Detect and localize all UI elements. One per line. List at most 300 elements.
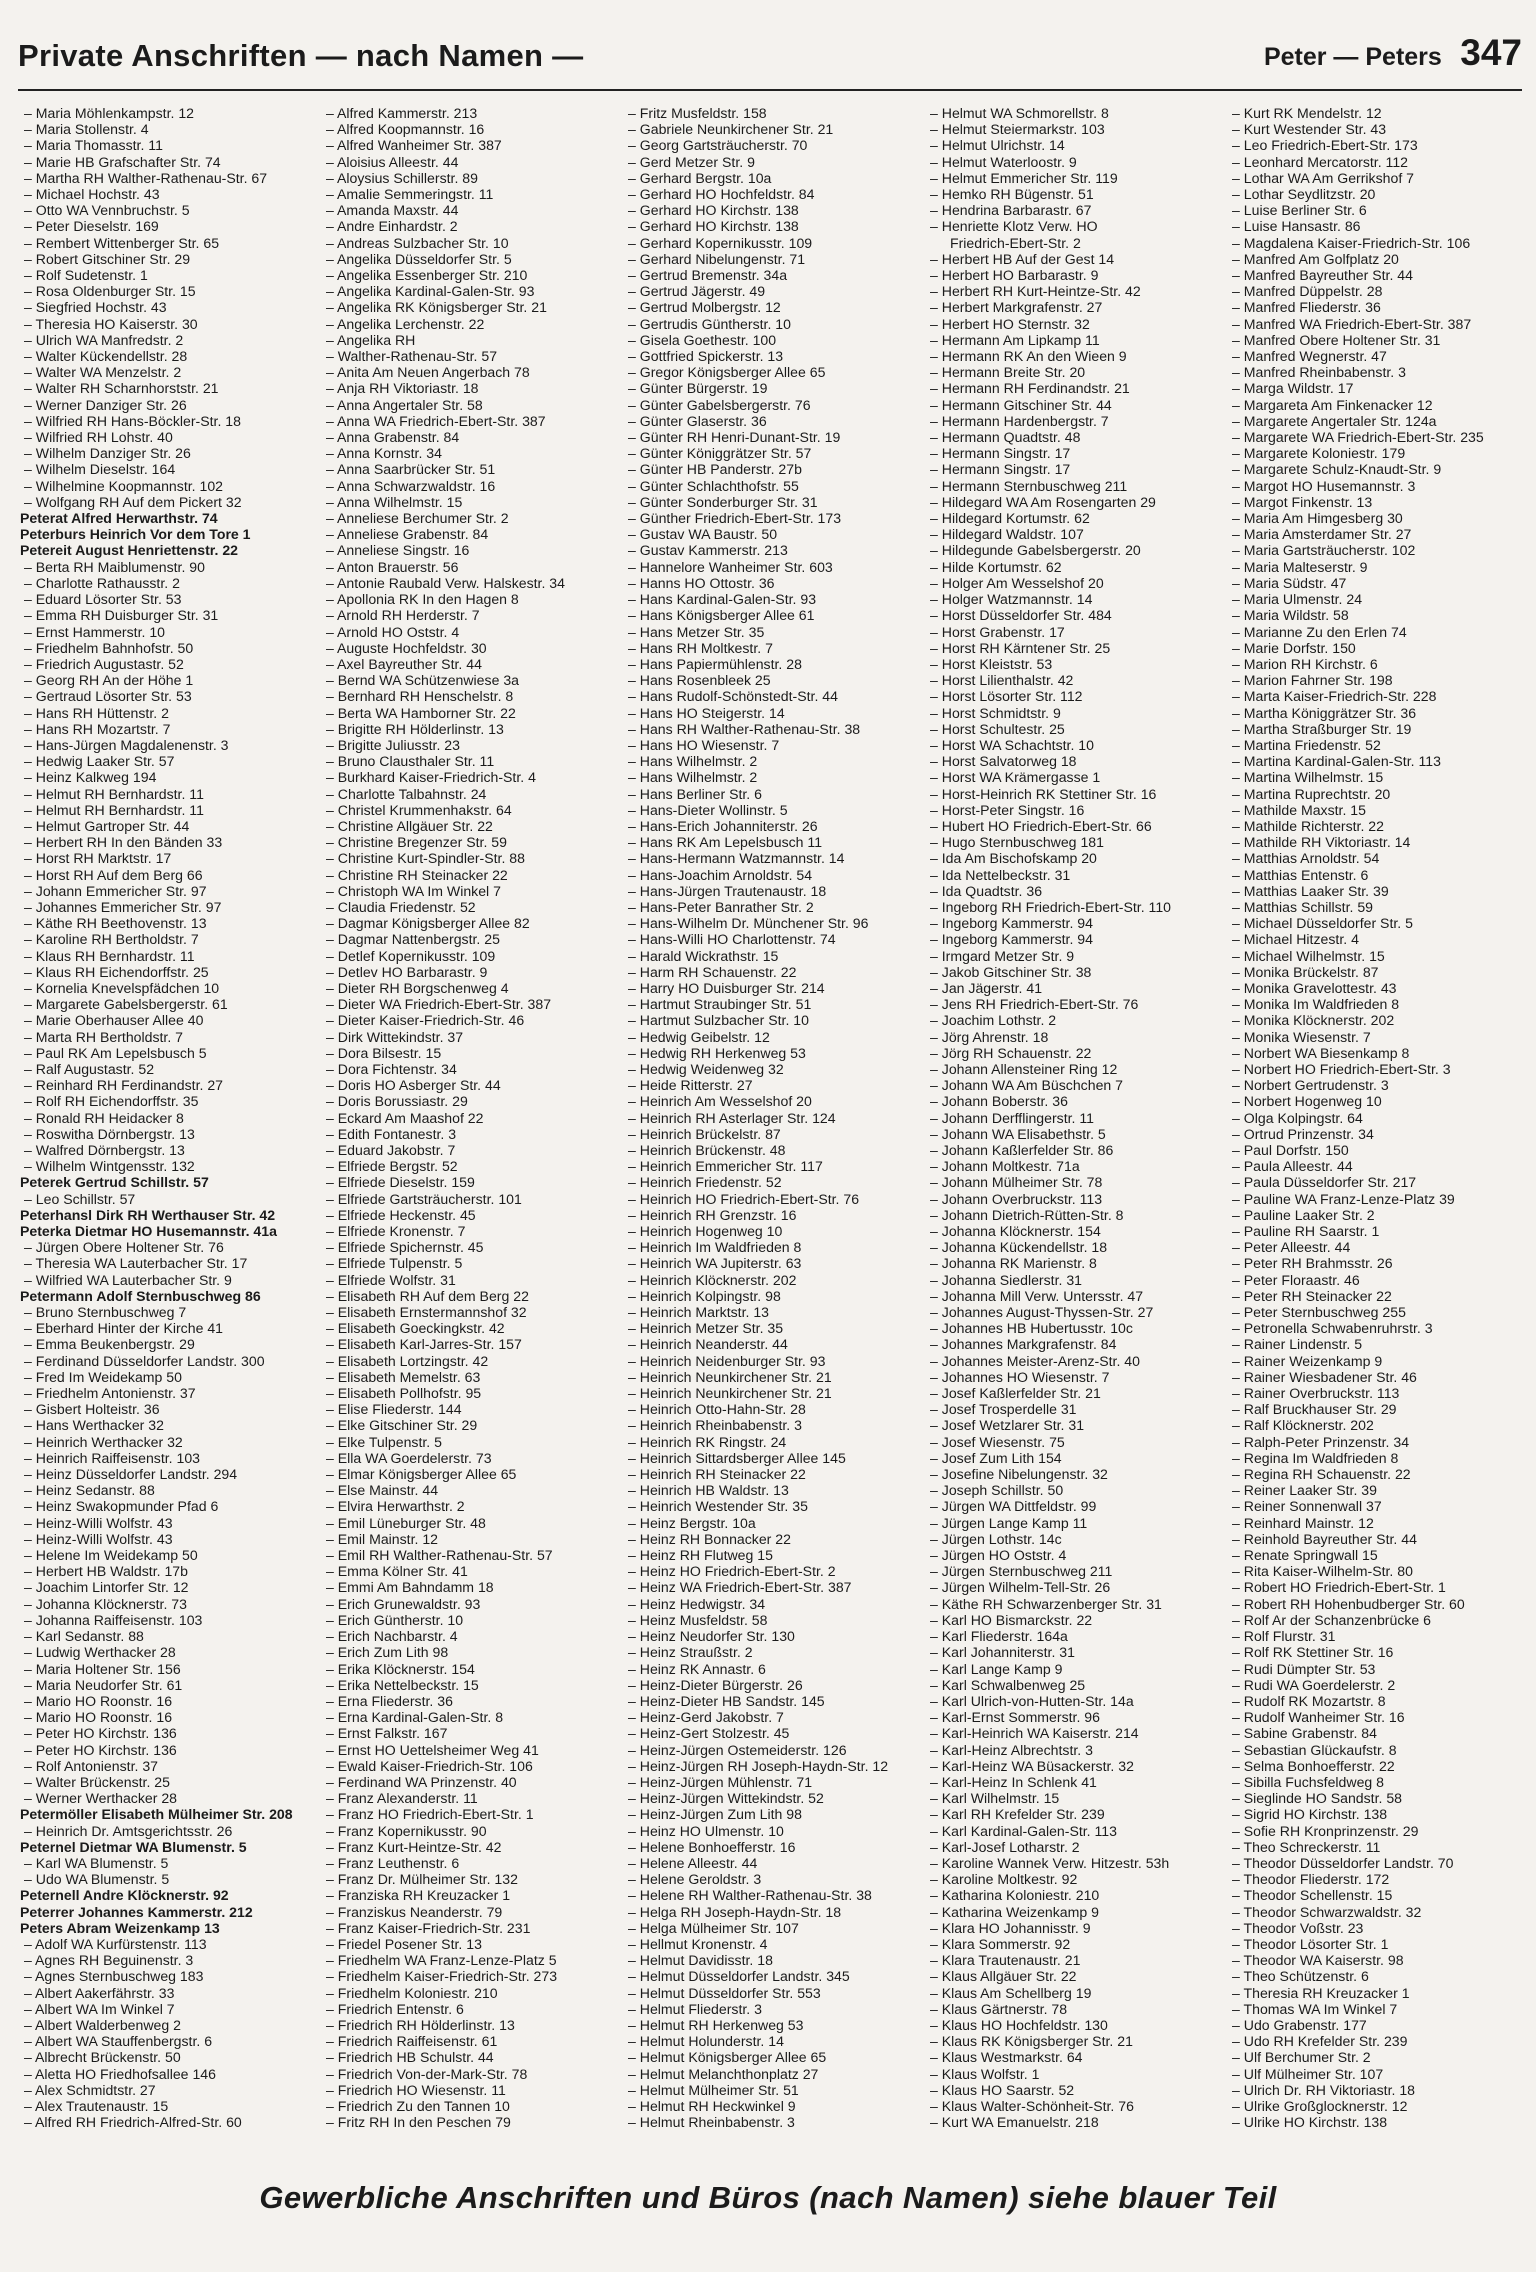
address-entry: – Klara HO Johannisstr. 9 [926,1920,1222,1936]
address-entry: – Hans Rudolf-Schönstedt-Str. 44 [624,688,920,704]
address-entry: – Johann Kaßlerfelder Str. 86 [926,1142,1222,1158]
address-entry: – Wilfried WA Lauterbacher Str. 9 [20,1272,316,1288]
address-entry: – Heinrich Dr. Amtsgerichtsstr. 26 [20,1823,316,1839]
address-entry: – Emmi Am Bahndamm 18 [322,1579,618,1595]
address-entry: – Erna Kardinal-Galen-Str. 8 [322,1709,618,1725]
address-entry: – Klaus HO Hochfeldstr. 130 [926,2017,1222,2033]
address-entry: – Gertrud Molbergstr. 12 [624,299,920,315]
address-entry: – Anneliese Singstr. 16 [322,542,618,558]
address-entry: – Hildegunde Gabelsbergerstr. 20 [926,542,1222,558]
address-entry: – Heinz-Gert Stolzestr. 45 [624,1725,920,1741]
address-entry: – Matthias Entenstr. 6 [1228,867,1524,883]
address-entry: – Paul Dorfstr. 150 [1228,1142,1524,1158]
name-range: Peter — Peters [1263,43,1442,71]
address-entry: – Heinrich HB Waldstr. 13 [624,1482,920,1498]
address-entry: – Hellmut Kronenstr. 4 [624,1936,920,1952]
address-entry: – Horst-Peter Singstr. 16 [926,802,1222,818]
address-entry: – Erich Grunewaldstr. 93 [322,1596,618,1612]
address-entry: – Karl RH Krefelder Str. 239 [926,1806,1222,1822]
address-entry: – Walther-Rathenau-Str. 57 [322,348,618,364]
address-entry: – Jörg Ahrenstr. 18 [926,1029,1222,1045]
address-entry: – Karl-Heinrich WA Kaiserstr. 214 [926,1725,1222,1741]
address-entry: – Manfred Bayreuther Str. 44 [1228,267,1524,283]
address-entry: – Hermann Hardenbergstr. 7 [926,413,1222,429]
address-entry: – Karl WA Blumenstr. 5 [20,1855,316,1871]
address-entry: – Helmut Düsseldorfer Str. 553 [624,1985,920,2001]
address-entry: – Elisabeth Pollhofstr. 95 [322,1385,618,1401]
address-entry: – Paula Düsseldorfer Str. 217 [1228,1174,1524,1190]
address-entry: – Helmut RH Bernhardstr. 11 [20,786,316,802]
address-entry: – Helene Alleestr. 44 [624,1855,920,1871]
address-entry: – Hans Rosenbleek 25 [624,672,920,688]
address-entry: – Holger Am Wesselshof 20 [926,575,1222,591]
address-entry: – Ingeborg Kammerstr. 94 [926,915,1222,931]
address-entry: – Hedwig Laaker Str. 57 [20,753,316,769]
address-entry: – Leonhard Mercatorstr. 112 [1228,154,1524,170]
address-entry: – Elise Fliederstr. 144 [322,1401,618,1417]
address-entry: – Karl Schwalbenweg 25 [926,1677,1222,1693]
address-entry: – Hans Werthacker 32 [20,1417,316,1433]
address-entry: – Friedrich HO Wiesenstr. 11 [322,2082,618,2098]
address-entry: – Alex Schmidtstr. 27 [20,2082,316,2098]
address-entry: Peters Abram Weizenkamp 13 [20,1919,220,1936]
address-entry: – Horst-Heinrich RK Stettiner Str. 16 [926,786,1222,802]
address-entry: – Maria Malteserstr. 9 [1228,559,1524,575]
address-entry: – Jakob Gitschiner Str. 38 [926,964,1222,980]
address-entry: – Martina Kardinal-Galen-Str. 113 [1228,753,1524,769]
address-entry: – Helmut Fliederstr. 3 [624,2001,920,2017]
address-entry: – Helmut RH Herkenweg 53 [624,2017,920,2033]
address-entry: Peterka Dietmar HO Husemannstr. 41a [20,1223,277,1240]
address-entry: – Ingeborg RH Friedrich-Ebert-Str. 110 [926,899,1222,915]
address-entry: – Karl Lange Kamp 9 [926,1661,1222,1677]
address-entry: – Wilhelmine Koopmannstr. 102 [20,478,316,494]
address-entry: – Günter Bürgerstr. 19 [624,380,920,396]
address-entry: – Elfriede Tulpenstr. 5 [322,1255,618,1271]
address-entry: – Heinz-Gerd Jakobstr. 7 [624,1709,920,1725]
address-entry: – Peter Floraastr. 46 [1228,1272,1524,1288]
address-entry: – Ewald Kaiser-Friedrich-Str. 106 [322,1758,618,1774]
address-entry: – Hans RH Walther-Rathenau-Str. 38 [624,721,920,737]
footer-note: Gewerbliche Anschriften und Büros (nach Namen) siehe blauer Teil [259,2180,1277,2215]
address-entry: – Lothar Seydlitzstr. 20 [1228,186,1524,202]
address-entry: – Heinrich Am Wesselshof 20 [624,1093,920,1109]
address-entry: – Klaus Westmarkstr. 64 [926,2049,1222,2065]
address-entry: – Helene RH Walther-Rathenau-Str. 38 [624,1887,920,1903]
address-entry: – Norbert HO Friedrich-Ebert-Str. 3 [1228,1061,1524,1077]
address-entry: – Sigrid HO Kirchstr. 138 [1228,1806,1524,1822]
address-column-5 [1228,105,1524,2165]
address-entry: – Jörg RH Schauenstr. 22 [926,1045,1222,1061]
address-entry: – Udo WA Blumenstr. 5 [20,1871,316,1887]
address-entry: – Heinrich Im Waldfrieden 8 [624,1239,920,1255]
address-entry: – Hermann Singstr. 17 [926,461,1222,477]
address-entry: – Josef Kaßlerfelder Str. 21 [926,1385,1222,1401]
address-entry: – Hedwig RH Herkenweg 53 [624,1045,920,1061]
address-entry: – Johann Allensteiner Ring 12 [926,1061,1222,1077]
address-entry: – Theodor WA Kaiserstr. 98 [1228,1952,1524,1968]
address-entry: – Gregor Königsberger Allee 65 [624,364,920,380]
address-entry: – Helmut Holunderstr. 14 [624,2033,920,2049]
address-entry: – Hendrina Barbarastr. 67 [926,202,1222,218]
address-entry: – Peter RH Steinacker 22 [1228,1288,1524,1304]
address-entry: – Hermann Breite Str. 20 [926,364,1222,380]
address-entry: – Maria Thomasstr. 11 [20,137,316,153]
address-entry: – Hans Papiermühlenstr. 28 [624,656,920,672]
address-entry: – Thomas WA Im Winkel 7 [1228,2001,1524,2017]
address-entry: – Jürgen WA Dittfeldstr. 99 [926,1498,1222,1514]
address-entry: – Helmut Melanchthonplatz 27 [624,2066,920,2082]
address-entry: – Heinz-Dieter HB Sandstr. 145 [624,1693,920,1709]
address-entry: – Hans-Erich Johanniterstr. 26 [624,818,920,834]
address-entry: – Martha RH Walther-Rathenau-Str. 67 [20,170,316,186]
address-entry: – Katharina Weizenkamp 9 [926,1904,1222,1920]
address-entry: – Hans HO Steigerstr. 14 [624,705,920,721]
address-entry: – Anna Grabenstr. 84 [322,429,618,445]
address-entry: – Theodor Schwarzwaldstr. 32 [1228,1904,1524,1920]
address-entry: – Margarete Gabelsbergerstr. 61 [20,996,316,1012]
address-entry: – Angelika Kardinal-Galen-Str. 93 [322,283,618,299]
address-entry: – Herbert HO Barbarastr. 9 [926,267,1222,283]
address-entry: – Elfriede Bergstr. 52 [322,1158,618,1174]
address-entry: – Hans Wilhelmstr. 2 [624,769,920,785]
address-entry: – Gertraud Lösorter Str. 53 [20,688,316,704]
address-entry: – Käthe RH Beethovenstr. 13 [20,915,316,931]
address-entry: – Ludwig Werthacker 28 [20,1644,316,1660]
address-entry: – Michael Hochstr. 43 [20,186,316,202]
address-entry: – Karl Kardinal-Galen-Str. 113 [926,1823,1222,1839]
address-entry: – Peter HO Kirchstr. 136 [20,1742,316,1758]
address-entry: – Käthe RH Schwarzenberger Str. 31 [926,1596,1222,1612]
header-rule [18,89,1522,91]
address-entry: – Hans HO Wiesenstr. 7 [624,737,920,753]
address-entry: – Heinz-Jürgen Wittekindstr. 52 [624,1790,920,1806]
address-entry: Peternel Dietmar WA Blumenstr. 5 [20,1838,247,1855]
address-entry: – Christine RH Steinacker 22 [322,867,618,883]
address-entry: – Helene Bonhoefferstr. 16 [624,1839,920,1855]
address-entry: – Johanna Klöcknerstr. 154 [926,1223,1222,1239]
address-entry: – Marta Kaiser-Friedrich-Str. 228 [1228,688,1524,704]
address-entry: – Edith Fontanestr. 3 [322,1126,618,1142]
address-entry: – Brigitte RH Hölderlinstr. 13 [322,721,618,737]
address-entry: – Helmut WA Schmorellstr. 8 [926,105,1222,121]
address-entry: – Kurt Westender Str. 43 [1228,121,1524,137]
address-entry: – Gustav WA Baustr. 50 [624,526,920,542]
address-entry: – Olga Kolpingstr. 64 [1228,1110,1524,1126]
address-entry: – Heinz HO Friedrich-Ebert-Str. 2 [624,1563,920,1579]
address-entry: – Michael Hitzestr. 4 [1228,931,1524,947]
address-entry: – Heinz-Jürgen Mühlenstr. 71 [624,1774,920,1790]
address-entry: – Manfred Düppelstr. 28 [1228,283,1524,299]
address-entry: Peterrer Johannes Kammerstr. 212 [20,1903,253,1920]
address-entry: – Lothar WA Am Gerrikshof 7 [1228,170,1524,186]
address-entry: – Robert Gitschiner Str. 29 [20,251,316,267]
address-entry: – Aloysius Schillerstr. 89 [322,170,618,186]
address-entry: – Hans RH Moltkestr. 7 [624,640,920,656]
address-entry: – Doris HO Asberger Str. 44 [322,1077,618,1093]
address-entry: – Helmut RH Heckwinkel 9 [624,2098,920,2114]
address-entry: – Wolfgang RH Auf dem Pickert 32 [20,494,316,510]
address-entry: – Margarete Schulz-Knaudt-Str. 9 [1228,461,1524,477]
address-entry: – Heinz Bergstr. 10a [624,1515,920,1531]
address-entry: – Johannes HO Wiesenstr. 7 [926,1369,1222,1385]
address-entry: – Paula Alleestr. 44 [1228,1158,1524,1174]
address-entry: – Theodor Schellenstr. 15 [1228,1887,1524,1903]
address-entry: – Angelika RK Königsberger Str. 21 [322,299,618,315]
address-entry: – Johanna RK Marienstr. 8 [926,1255,1222,1271]
address-entry: – Horst RH Marktstr. 17 [20,850,316,866]
address-entry: – Michael Wilhelmstr. 15 [1228,948,1524,964]
address-entry: – Mathilde RH Viktoriastr. 14 [1228,834,1524,850]
address-entry: – Klara Trautenaustr. 21 [926,1952,1222,1968]
address-entry: – Gabriele Neunkirchener Str. 21 [624,121,920,137]
address-entry: – Gustav Kammerstr. 213 [624,542,920,558]
address-entry: – Hans RH Mozartstr. 7 [20,721,316,737]
address-entry: – Rosa Oldenburger Str. 15 [20,283,316,299]
address-entry: – Helmut RH Bernhardstr. 11 [20,802,316,818]
address-entry: – Hans RK Am Lepelsbusch 11 [624,834,920,850]
address-entry: – Friedhelm Bahnhofstr. 50 [20,640,316,656]
address-entry: – Josef Zum Lith 154 [926,1450,1222,1466]
address-entry: – Monika Gravelottestr. 43 [1228,980,1524,996]
address-entry: – Mathilde Richterstr. 22 [1228,818,1524,834]
address-entry: – Ulf Berchumer Str. 2 [1228,2049,1524,2065]
address-entry: – Monika Klöcknerstr. 202 [1228,1012,1524,1028]
address-entry: – Helene Geroldstr. 3 [624,1871,920,1887]
address-entry: – Heinrich Friedenstr. 52 [624,1174,920,1190]
address-entry: – Hermann Gitschiner Str. 44 [926,397,1222,413]
address-entry: Petereit August Henriettenstr. 22 [20,542,238,559]
address-entry: – Anna Kornstr. 34 [322,445,618,461]
address-entry: – Herbert HB Auf der Gest 14 [926,251,1222,267]
address-entry: – Gertrud Jägerstr. 49 [624,283,920,299]
address-entry: – Heinrich Neanderstr. 44 [624,1336,920,1352]
address-entry: – Roswitha Dörnbergstr. 13 [20,1126,316,1142]
address-entry: – Fritz Musfeldstr. 158 [624,105,920,121]
address-entry: – Maria Südstr. 47 [1228,575,1524,591]
address-entry: Peternell Andre Klöcknerstr. 92 [20,1887,229,1904]
address-entry: – Klaus RH Eichendorffstr. 25 [20,964,316,980]
address-entry: – Udo Grabenstr. 177 [1228,2017,1524,2033]
address-entry: – Ralf Augustastr. 52 [20,1061,316,1077]
address-entry: – Siegfried Hochstr. 43 [20,299,316,315]
address-entry: – Theo Schreckerstr. 11 [1228,1839,1524,1855]
address-entry: – Eduard Jakobstr. 7 [322,1142,618,1158]
address-entry: – Herbert HO Sternstr. 32 [926,316,1222,332]
address-entry: – Walter Kückendellstr. 28 [20,348,316,364]
address-entry: – Friedrich HB Schulstr. 44 [322,2049,618,2065]
address-entry: – Hilde Kortumstr. 62 [926,559,1222,575]
address-entry: – Elmar Königsberger Allee 65 [322,1466,618,1482]
address-entry: – Theodor Düsseldorfer Landstr. 70 [1228,1855,1524,1871]
address-entry: – Anna Angertaler Str. 58 [322,397,618,413]
address-entry: – Heinrich Metzer Str. 35 [624,1320,920,1336]
address-entry: – Christine Allgäuer Str. 22 [322,818,618,834]
section-title: Private Anschriften — nach Namen — [18,38,584,73]
address-entry: – Mathilde Maxstr. 15 [1228,802,1524,818]
address-entry: – Gisela Goethestr. 100 [624,332,920,348]
address-entry: – Berta WA Hamborner Str. 22 [322,705,618,721]
address-entry: – Rainer Overbruckstr. 113 [1228,1385,1524,1401]
address-entry: – Hemko RH Bügenstr. 51 [926,186,1222,202]
address-entry: – Sofie RH Kronprinzenstr. 29 [1228,1823,1524,1839]
address-entry: – Theo Schützenstr. 6 [1228,1968,1524,1984]
address-entry: – Ernst HO Uettelsheimer Weg 41 [322,1742,618,1758]
address-entry: – Günter Königgrätzer Str. 57 [624,445,920,461]
address-entry: – Marion Fahrner Str. 198 [1228,672,1524,688]
address-entry: – Josef Wiesenstr. 75 [926,1434,1222,1450]
address-entry: – Hans RH Hüttenstr. 2 [20,705,316,721]
address-entry: – Klara Sommerstr. 92 [926,1936,1222,1952]
address-entry: – Heinrich WA Jupiterstr. 63 [624,1255,920,1271]
address-entry: – Maria Neudorfer Str. 61 [20,1677,316,1693]
address-entry: – Margot Finkenstr. 13 [1228,494,1524,510]
address-entry: – Alfred Wanheimer Str. 387 [322,137,618,153]
address-entry: – Gertrud Bremenstr. 34a [624,267,920,283]
address-entry: – Ronald RH Heidacker 8 [20,1110,316,1126]
address-entry: – Matthias Schillstr. 59 [1228,899,1524,915]
address-entry: – Dagmar Nattenbergstr. 25 [322,931,618,947]
address-entry: – Karl Wilhelmstr. 15 [926,1790,1222,1806]
address-entry: – Ulrike HO Kirchstr. 138 [1228,2114,1524,2130]
address-entry: – Emma Kölner Str. 41 [322,1563,618,1579]
address-entry: – Klaus Allgäuer Str. 22 [926,1968,1222,1984]
address-entry: – Ulrich Dr. RH Viktoriastr. 18 [1228,2082,1524,2098]
address-entry: – Werner Danziger Str. 26 [20,397,316,413]
address-entry: – Heinz Straußstr. 2 [624,1644,920,1660]
address-entry: – Erich Zum Lith 98 [322,1644,618,1660]
address-entry: – Rolf RK Stettiner Str. 16 [1228,1644,1524,1660]
address-entry: – Johann Overbruckstr. 113 [926,1191,1222,1207]
address-entry: – Friedel Posener Str. 13 [322,1936,618,1952]
address-entry: – Gottfried Spickerstr. 13 [624,348,920,364]
address-entry: – Dagmar Königsberger Allee 82 [322,915,618,931]
address-entry: – Heinz Swakopmunder Pfad 6 [20,1498,316,1514]
address-entry: – Theresia RH Kreuzacker 1 [1228,1985,1524,2001]
address-entry: – Marie Dorfstr. 150 [1228,640,1524,656]
address-entry: – Luise Hansastr. 86 [1228,218,1524,234]
address-entry: – Rudolf Wanheimer Str. 16 [1228,1709,1524,1725]
address-entry: Petermöller Elisabeth Mülheimer Str. 208 [20,1806,293,1823]
address-entry: – Amalie Semmeringstr. 11 [322,186,618,202]
address-entry: – Rudi WA Goerdelerstr. 2 [1228,1677,1524,1693]
address-entry: – Heinrich Westender Str. 35 [624,1498,920,1514]
address-entry: – Anita Am Neuen Angerbach 78 [322,364,618,380]
address-entry: – Heinrich RK Ringstr. 24 [624,1434,920,1450]
address-entry: – Fred Im Weidekamp 50 [20,1369,316,1385]
address-entry: – Heinrich RH Grenzstr. 16 [624,1207,920,1223]
address-entry: – Burkhard Kaiser-Friedrich-Str. 4 [322,769,618,785]
address-entry: – Albrecht Brückenstr. 50 [20,2049,316,2065]
address-entry: – Manfred Am Golfplatz 20 [1228,251,1524,267]
address-entry: – Ida Quadtstr. 36 [926,883,1222,899]
address-entry: – Wilhelm Dieselstr. 164 [20,461,316,477]
address-entry: – Herbert HB Waldstr. 17b [20,1563,316,1579]
address-column-4 [926,105,1222,2165]
address-entry: – Joachim Lothstr. 2 [926,1012,1222,1028]
address-entry: – Klaus RH Bernhardstr. 11 [20,948,316,964]
address-entry: – Antonie Raubald Verw. Halskestr. 34 [322,575,618,591]
address-entry: – Karl-Heinz Albrechtstr. 3 [926,1742,1222,1758]
address-entry: – Hans-Willi HO Charlottenstr. 74 [624,931,920,947]
address-entry: – Karoline RH Bertholdstr. 7 [20,931,316,947]
address-entry: – Hermann RK An den Wieen 9 [926,348,1222,364]
address-entry: – Amanda Maxstr. 44 [322,202,618,218]
address-entry: – Alfred Koopmannstr. 16 [322,121,618,137]
address-entry: – Dora Bilsestr. 15 [322,1045,618,1061]
address-entry: – Marie HB Grafschafter Str. 74 [20,154,316,170]
address-entry: – Norbert Hogenweg 10 [1228,1093,1524,1109]
address-entry: – Peter Dieselstr. 169 [20,218,316,234]
address-entry: – Franziska RH Kreuzacker 1 [322,1887,618,1903]
address-entry: – Friedrich Augustastr. 52 [20,656,316,672]
address-entry: – Heinrich Neidenburger Str. 93 [624,1353,920,1369]
address-entry: – Margarete Angertaler Str. 124a [1228,413,1524,429]
address-entry: – Heinrich Brückelstr. 87 [624,1126,920,1142]
address-entry: – Rudi Dümpter Str. 53 [1228,1661,1524,1677]
address-entry: – Karl Johanniterstr. 31 [926,1644,1222,1660]
address-entry: – Elvira Herwarthstr. 2 [322,1498,618,1514]
address-entry: – Marion RH Kirchstr. 6 [1228,656,1524,672]
address-entry: – Helmut Mülheimer Str. 51 [624,2082,920,2098]
page-range-header [1264,32,1522,74]
address-entry: – Hans-Wilhelm Dr. Münchener Str. 96 [624,915,920,931]
address-entry: – Werner Werthacker 28 [20,1790,316,1806]
address-entry: – Johannes Emmericher Str. 97 [20,899,316,915]
address-entry: – Gerhard Kopernikusstr. 109 [624,235,920,251]
address-entry: – Hartmut Sulzbacher Str. 10 [624,1012,920,1028]
address-entry: – Norbert Gertrudenstr. 3 [1228,1077,1524,1093]
address-entry: – Horst Lösorter Str. 112 [926,688,1222,704]
address-entry: – Bernhard RH Henschelstr. 8 [322,688,618,704]
address-entry: – Robert HO Friedrich-Ebert-Str. 1 [1228,1579,1524,1595]
address-entry: – Heinz-Jürgen Ostemeiderstr. 126 [624,1742,920,1758]
address-entry: – Norbert WA Biesenkamp 8 [1228,1045,1524,1061]
address-entry: – Jan Jägerstr. 41 [926,980,1222,996]
address-entry: – Arnold RH Herderstr. 7 [322,607,618,623]
address-entry: – Theodor Lösorter Str. 1 [1228,1936,1524,1952]
address-entry: – Karl Fliederstr. 164a [926,1628,1222,1644]
address-entry: – Elisabeth Karl-Jarres-Str. 157 [322,1336,618,1352]
address-entry: – Ferdinand Düsseldorfer Landstr. 300 [20,1353,316,1369]
address-entry: – Johann Boberstr. 36 [926,1093,1222,1109]
address-entry: – Hubert HO Friedrich-Ebert-Str. 66 [926,818,1222,834]
address-entry: – Anja RH Viktoriastr. 18 [322,380,618,396]
address-entry: – Heinz Sedanstr. 88 [20,1482,316,1498]
address-entry: – Reinhold Bayreuther Str. 44 [1228,1531,1524,1547]
address-entry: – Walter WA Menzelstr. 2 [20,364,316,380]
address-entry: – Klaus HO Saarstr. 52 [926,2082,1222,2098]
address-entry: – Karl Ulrich-von-Hutten-Str. 14a [926,1693,1222,1709]
address-entry: – Helmut Rheinbabenstr. 3 [624,2114,920,2130]
address-entry: – Franz Kaiser-Friedrich-Str. 231 [322,1920,618,1936]
address-entry: – Johann Dietrich-Rütten-Str. 8 [926,1207,1222,1223]
address-entry: – Gertrudis Güntherstr. 10 [624,316,920,332]
address-entry: – Manfred WA Friedrich-Ebert-Str. 387 [1228,316,1524,332]
address-entry: – Maria Wildstr. 58 [1228,607,1524,623]
address-entry: – Heinrich Neunkirchener Str. 21 [624,1385,920,1401]
address-entry: – Auguste Hochfeldstr. 30 [322,640,618,656]
address-entry: – Friedrich RH Hölderlinstr. 13 [322,2017,618,2033]
address-entry: – Herbert RH Kurt-Heintze-Str. 42 [926,283,1222,299]
address-entry: – Heinz Neudorfer Str. 130 [624,1628,920,1644]
address-entry: – Günter Glaserstr. 36 [624,413,920,429]
address-entry: – Hildegard WA Am Rosengarten 29 [926,494,1222,510]
address-entry: – Pauline RH Saarstr. 1 [1228,1223,1524,1239]
address-entry: – Aletta HO Friedhofsallee 146 [20,2066,316,2082]
address-entry: – Bruno Sternbuschweg 7 [20,1304,316,1320]
address-entry: – Margarete Koloniestr. 179 [1228,445,1524,461]
